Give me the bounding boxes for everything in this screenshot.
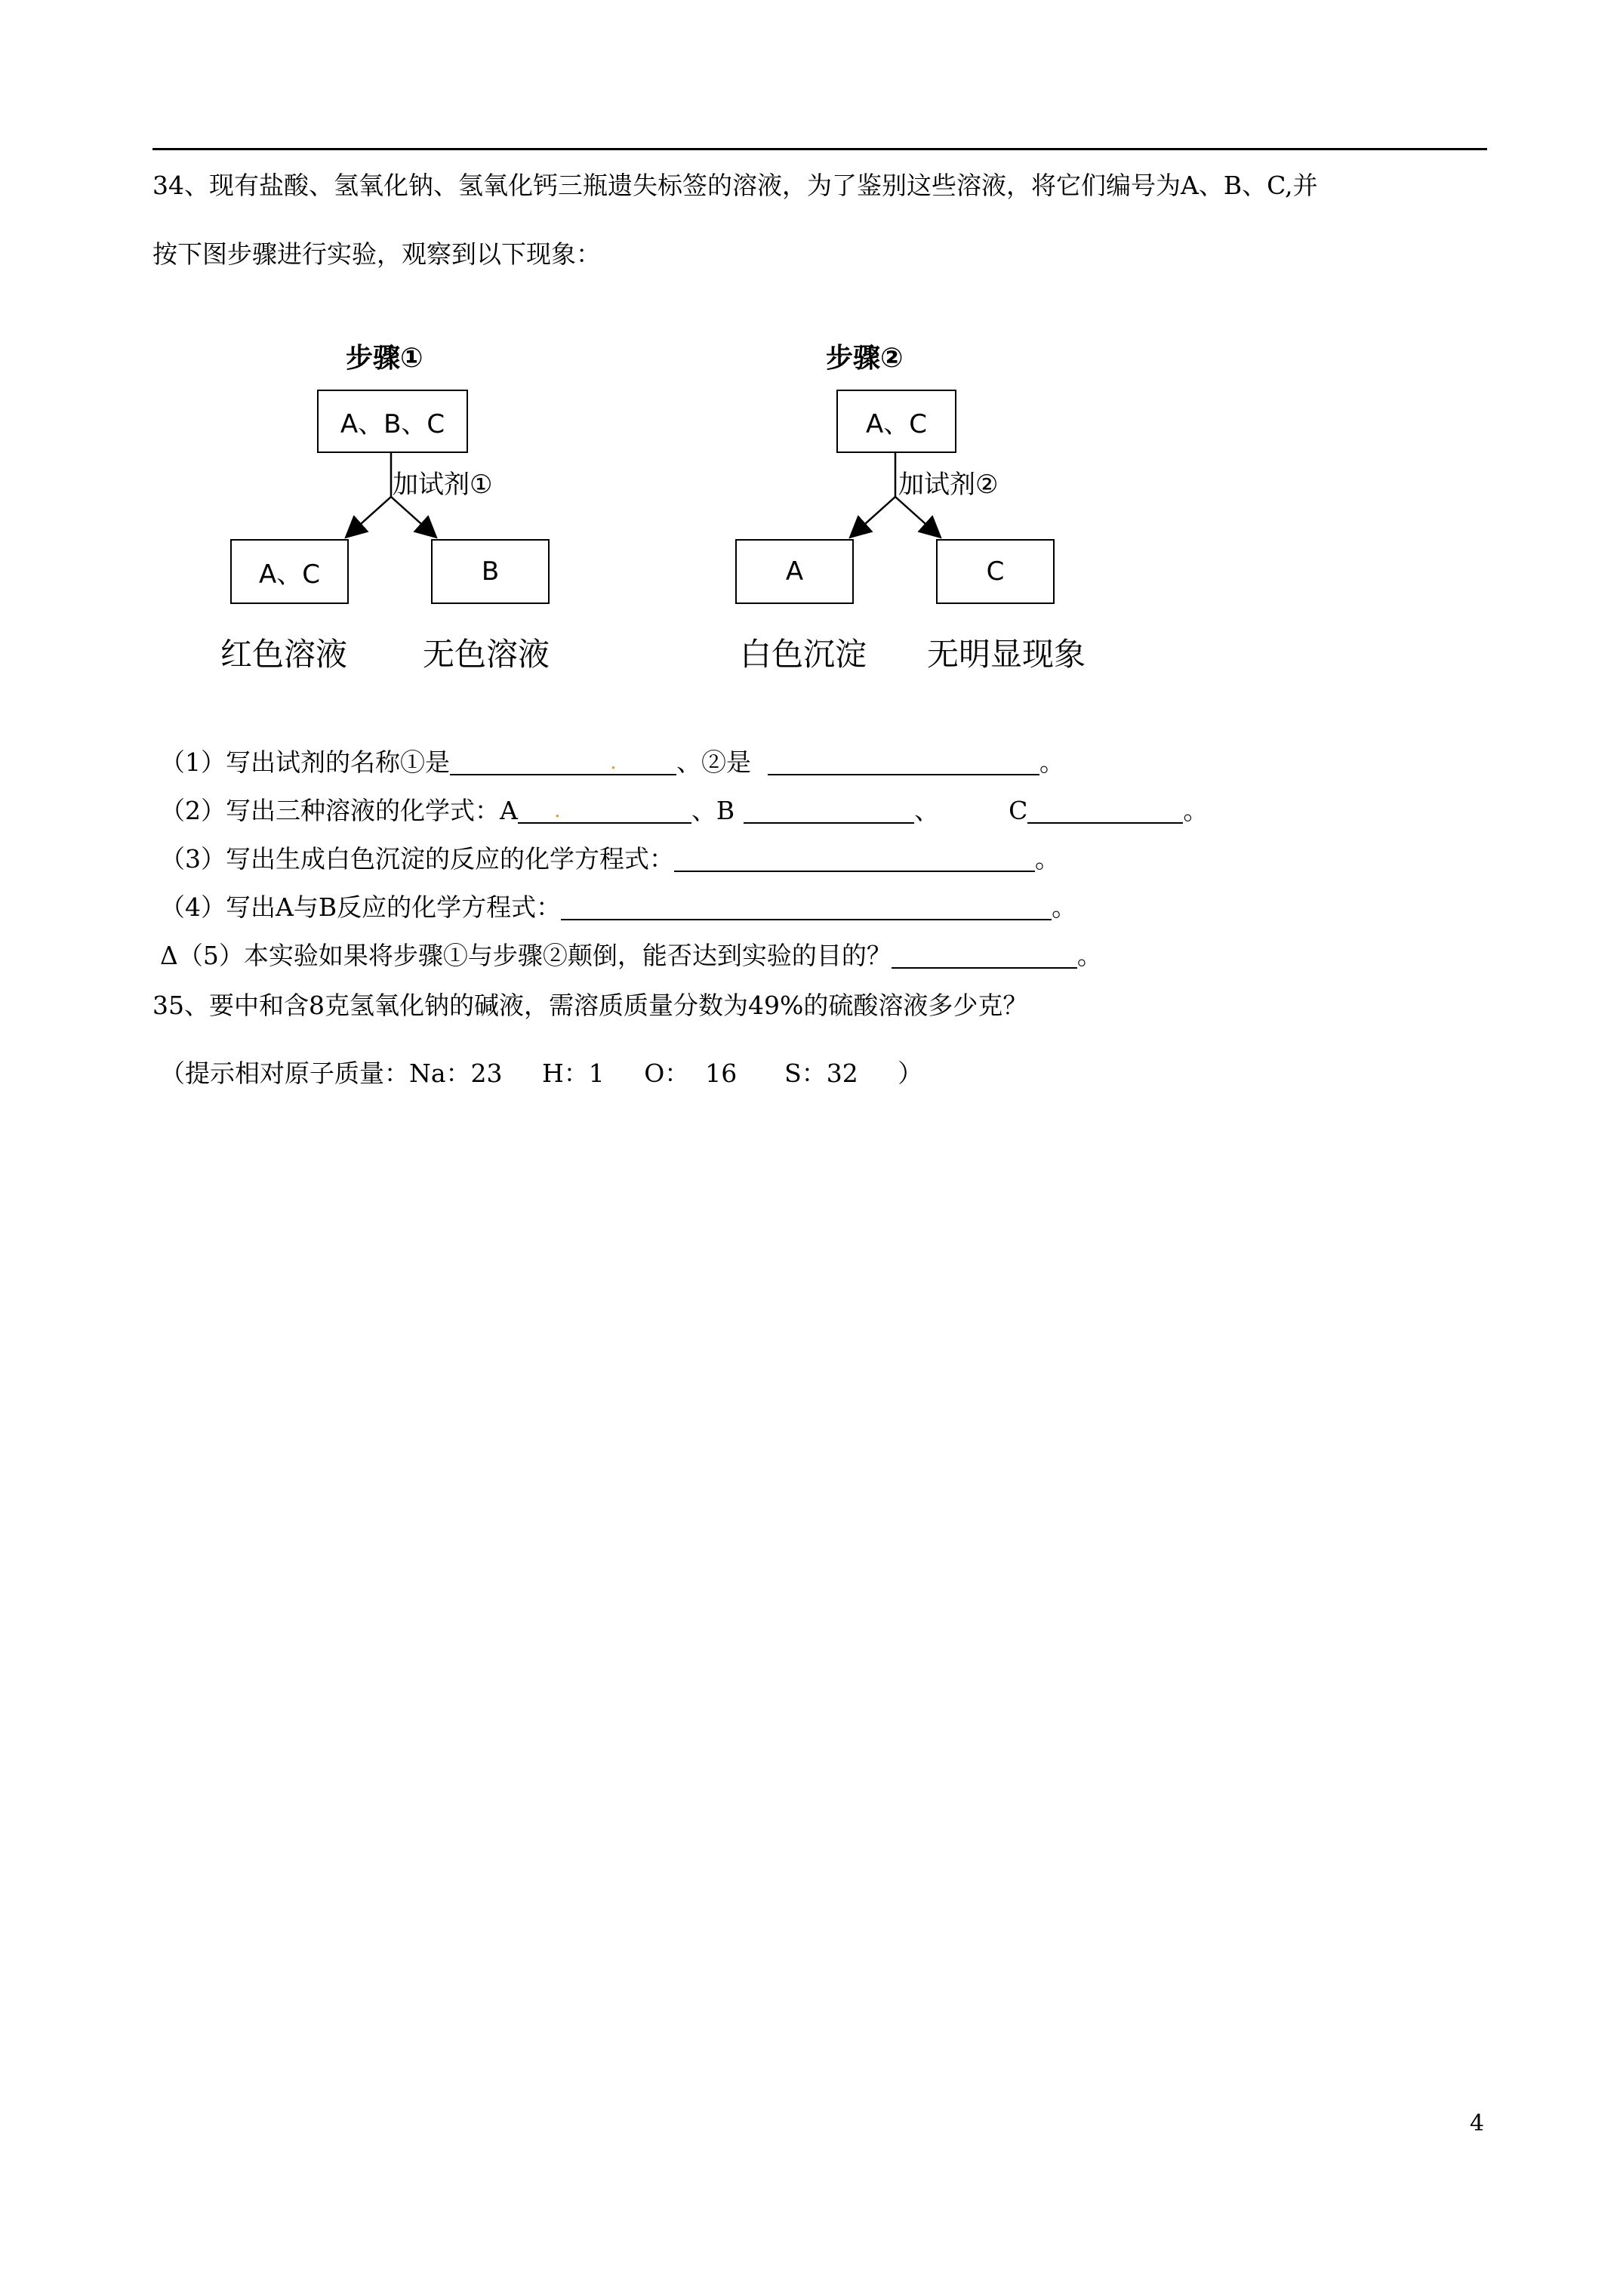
step2-title: 步骤② (826, 343, 904, 374)
q5-answer-blank[interactable] (892, 942, 1077, 969)
step1-right-result: 无色溶液 (423, 636, 550, 673)
question-1 (160, 746, 1064, 779)
question-5 (160, 939, 1102, 972)
q1-answer-blank-1[interactable]: . (450, 748, 676, 775)
question-2 (160, 794, 1208, 827)
q1-prompt: （1）写出试剂的名称①是 (160, 747, 450, 777)
step1-top-box: A、B、C (317, 390, 468, 453)
step2-top-box: A、C (836, 390, 956, 453)
q2-answer-blank-c[interactable] (1027, 797, 1183, 824)
page-number: 4 (1470, 2110, 1485, 2137)
step2-right-box: C (936, 539, 1055, 604)
question-3 (160, 843, 1060, 876)
step2-left-box: A (735, 539, 854, 604)
q34-intro-line1: 34、现有盐酸、氢氧化钠、氢氧化钙三瓶遗失标签的溶液，为了鉴别这些溶液，将它们编号为A、B、C,并 (152, 171, 1318, 200)
step1-title: 步骤① (346, 343, 423, 374)
q3-answer-blank[interactable] (674, 845, 1035, 872)
q2-answer-blank-a[interactable]: . (518, 797, 691, 824)
step2-reagent-label: 加试剂② (898, 470, 999, 500)
q2-separator: 、 (914, 796, 940, 825)
question-4 (160, 891, 1076, 924)
q5-end: 。 (1076, 941, 1102, 970)
q2-prompt: （2）写出三种溶液的化学式：A (160, 796, 518, 825)
q1-prompt-2: 、②是 (676, 747, 751, 777)
step2-right-result: 无明显现象 (927, 636, 1086, 673)
step1-right-box: B (431, 539, 550, 604)
step1-reagent-label: 加试剂① (393, 470, 493, 500)
q35-text: 35、要中和含8克氢氧化钠的碱液，需溶质质量分数为49%的硫酸溶液多少克？ (152, 991, 1028, 1020)
step1-left-result: 红色溶液 (220, 636, 348, 673)
q1-answer-blank-2[interactable] (768, 748, 1039, 775)
step1-left-box: A、C (230, 539, 349, 604)
q2-prompt-b: 、B (691, 796, 735, 825)
q2-answer-blank-b[interactable] (744, 797, 914, 824)
q5-prompt: Δ（5）本实验如果将步骤①与步骤②颠倒，能否达到实验的目的？ (160, 941, 892, 970)
q34-intro-line2: 按下图步骤进行实验，观察到以下现象： (152, 239, 601, 269)
q35-hint: （提示相对原子质量：Na：23 H：1 O： 16 S：32 ） (160, 1059, 923, 1088)
q4-answer-blank[interactable] (561, 893, 1052, 920)
q3-end: 。 (1035, 844, 1060, 874)
q1-end: 。 (1039, 747, 1064, 777)
q2-end: 。 (1183, 796, 1209, 825)
q2-prompt-c: C (1009, 796, 1028, 825)
q4-prompt: （4）写出A与B反应的化学方程式： (160, 892, 562, 922)
q4-end: 。 (1052, 892, 1077, 922)
q3-prompt: （3）写出生成白色沉淀的反应的化学方程式： (160, 844, 674, 874)
step2-left-result: 白色沉淀 (740, 636, 867, 673)
